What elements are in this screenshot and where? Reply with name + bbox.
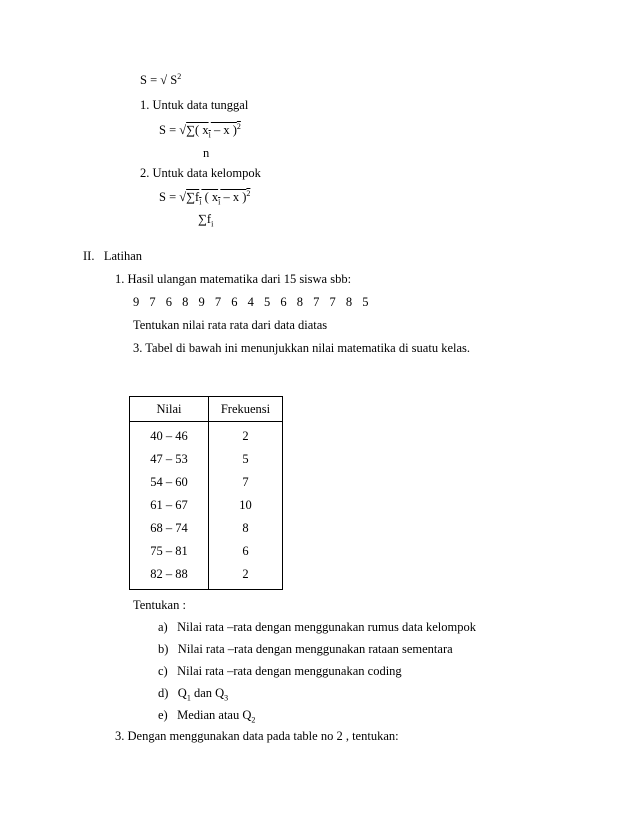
- formula-kelompok-radicand: [186, 189, 251, 207]
- table-cell-nilai: 40 – 46: [130, 422, 209, 449]
- tentukan-item-e: [158, 708, 255, 725]
- item-sub-q3: 3: [224, 693, 229, 703]
- item-sub-q2: 2: [251, 715, 256, 725]
- formula-kelompok-numerator: [159, 189, 250, 207]
- formula-tunggal-radicand: [186, 122, 241, 140]
- formula-kelompok-sub-fi: i: [199, 197, 202, 207]
- table-header-nilai: Nilai: [130, 397, 209, 422]
- exercise1-instruction: Tentukan nilai rata rata dari data diatas: [133, 318, 328, 332]
- item-letter: e): [158, 708, 168, 722]
- tentukan-label: Tentukan :: [133, 598, 186, 612]
- table-row: [130, 471, 283, 494]
- item-letter: c): [158, 664, 168, 678]
- formula-tunggal-denominator: n: [203, 146, 210, 160]
- table-cell-frekuensi: 7: [209, 471, 283, 494]
- formula-tunggal-sub-i: i: [208, 130, 211, 140]
- tentukan-item-c: [158, 664, 402, 679]
- table-row: [130, 422, 283, 449]
- table-row: [130, 517, 283, 540]
- table-cell-nilai: 75 – 81: [130, 540, 209, 563]
- section-number: II.: [83, 249, 95, 263]
- formula-s-main-sup: 2: [177, 72, 182, 81]
- table-cell-nilai: 54 – 60: [130, 471, 209, 494]
- formula-tunggal-body-b: – x ): [210, 123, 237, 138]
- formula-kelompok-denominator: [198, 212, 213, 229]
- item-text: Nilai rata –rata dengan menggunakan coding: [177, 664, 402, 678]
- table-cell-frekuensi: 6: [209, 540, 283, 563]
- formula-s-main: [140, 72, 181, 88]
- table-row: [130, 540, 283, 563]
- table-row: [130, 448, 283, 471]
- formula-kelompok-body-c: – x ): [220, 190, 247, 205]
- formula-kelompok-den-sub: i: [211, 219, 214, 229]
- item-text: Nilai rata –rata dengan menggunakan rataan sementara: [177, 642, 453, 656]
- item-letter: b): [158, 642, 169, 656]
- table-cell-frekuensi: 5: [209, 448, 283, 471]
- formula-tunggal-body-a: ∑( x: [186, 123, 209, 138]
- table-row: [130, 563, 283, 590]
- exercise3-intro: 3. Tabel di bawah ini menunjukkan nilai matematika di suatu kelas.: [133, 341, 471, 355]
- formula-tunggal-lhs: S = √: [159, 123, 187, 138]
- frequency-table: [129, 396, 283, 590]
- table-cell-frekuensi: 8: [209, 517, 283, 540]
- formula-kelompok-lhs: S = √: [159, 190, 187, 205]
- table-header-row: [130, 397, 283, 422]
- formula-tunggal-numerator: [159, 122, 241, 140]
- exercise1-text: 1. Hasil ulangan matematika dari 15 siswa sbb:: [115, 272, 352, 286]
- formula-kelompok-body-a: ∑f: [186, 190, 200, 205]
- formula-kelompok-sup: 2: [246, 189, 251, 198]
- formula-tunggal-heading: 1. Untuk data tunggal: [140, 98, 249, 112]
- tentukan-item-a: [158, 620, 476, 635]
- table-cell-frekuensi: 2: [209, 563, 283, 590]
- item-letter: d): [158, 686, 169, 700]
- section-heading: [83, 249, 142, 264]
- tentukan-item-d: [158, 686, 228, 703]
- table-header-frekuensi: Frekuensi: [209, 397, 283, 422]
- item-text-median: Median atau Q: [177, 708, 252, 722]
- item-text-q: Q: [177, 686, 187, 700]
- formula-kelompok-den-a: ∑f: [198, 212, 212, 226]
- table-cell-nilai: 47 – 53: [130, 448, 209, 471]
- section-title: Latihan: [103, 249, 143, 263]
- formula-s-main-text: S = √ S: [140, 73, 178, 88]
- formula-kelompok-body-b: ( x: [201, 190, 219, 205]
- table-cell-frekuensi: 10: [209, 494, 283, 517]
- final-instruction: 3. Dengan menggunakan data pada table no 2 , tentukan:: [115, 729, 399, 743]
- table-cell-nilai: 82 – 88: [130, 563, 209, 590]
- table-row: [130, 494, 283, 517]
- tentukan-item-b: [158, 642, 453, 657]
- exercise1-numbers: 9 7 6 8 9 7 6 4 5 6 8 7 7 8 5: [133, 295, 369, 309]
- item-letter: a): [158, 620, 168, 634]
- table-cell-nilai: 68 – 74: [130, 517, 209, 540]
- formula-kelompok-sub-xi: i: [218, 197, 221, 207]
- table-cell-frekuensi: 2: [209, 422, 283, 449]
- item-text-dan-q: dan Q: [190, 686, 225, 700]
- formula-tunggal-sup: 2: [236, 122, 241, 131]
- item-sub-q1: 1: [186, 693, 191, 703]
- formula-kelompok-heading: 2. Untuk data kelompok: [140, 166, 261, 180]
- item-text: Nilai rata –rata dengan menggunakan rumus data kelompok: [177, 620, 476, 634]
- table-cell-nilai: 61 – 67: [130, 494, 209, 517]
